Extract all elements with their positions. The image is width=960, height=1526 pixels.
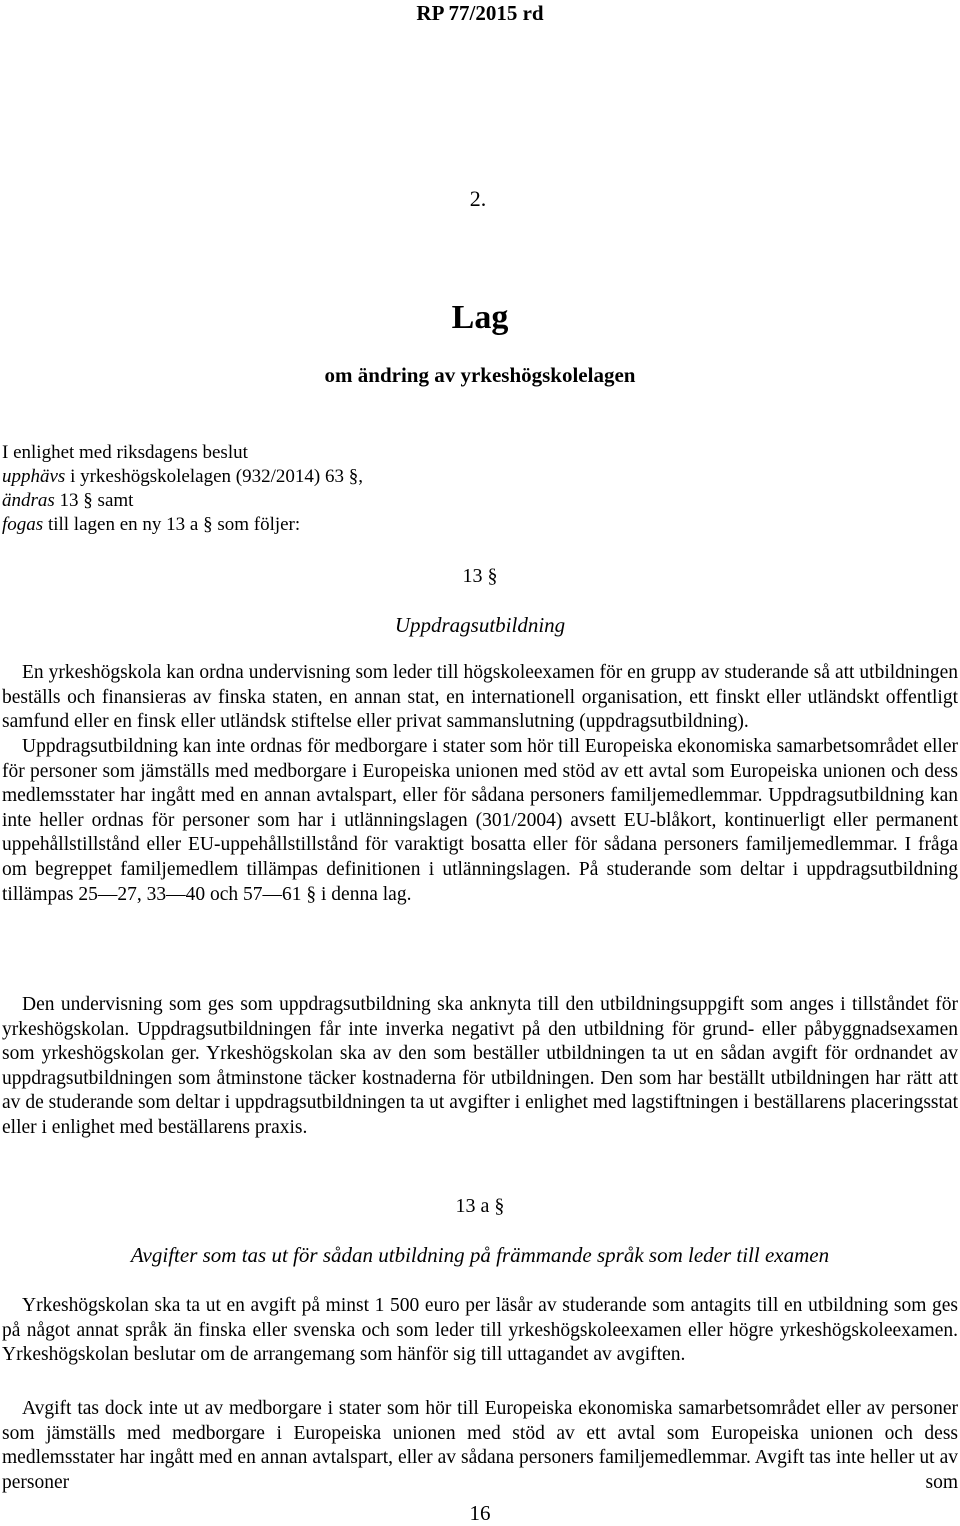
section-13-paragraph-3: Den undervisning som ges som uppdragsutbildning ska anknyta till den utbildningsuppgift som anges i tillståndet för yrkeshögskolan. Uppdragsutbildningen får inte inverka negativt på den utbildning för grund- eller påbyggnadsexamen som yrkeshögskolan ger. Yrkeshögskolan ska av den som beställer utbildningen ta ut en sådan avgift för ordnandet av uppdragsutbildningen som åtminstone täcker kostnaderna för utbildningen. Den som har beställt utbildningen har rätt att av de studerande som deltar i uppdragsutbildningen ta ut avgifter i enlighet med lagstiftningen i beställarens placeringsstat eller i enlighet med beställarens praxis. [2,994,958,1138]
section-number: 2. [469,186,487,211]
enactment-line: I enlighet med riksdagens beslut [2,442,248,463]
section-13a-number: 13 a § [455,1195,505,1217]
document-reference: RP 77/2015 rd [416,1,544,25]
section-13a-heading: Avgifter som tas ut för sådan utbildning på främmande språk som leder till examen [130,1243,830,1267]
law-subtitle: om ändring av yrkeshögskolelagen [324,363,636,387]
enactment-line [2,489,363,513]
enactment-verb: upphävs [2,466,66,487]
enactment-text: till lagen en ny 13 a § som följer: [43,514,301,535]
section-13-number: 13 § [462,565,498,587]
section-13a-paragraph-1: Yrkeshögskolan ska ta ut en avgift på minst 1 500 euro per läsår av studerande som antagits till en utbildning som ges på något annat språk än finska eller svenska och som leder till yrkeshögskoleexamen eller högre yrkeshögskoleexamen. Yrkeshögskolan beslutar om de arrangemang som hänför sig till uttagandet av avgiften. [2,1295,958,1366]
enactment-text: 13 § samt [54,490,134,511]
section-13-paragraph-2: Uppdragsutbildning kan inte ordnas för medborgare i stater som hör till Europeiska ekonomiska samarbetsområdet eller för personer som jämställs med medborgare i Europeiska unionen med stöd av ett avtal som Europeiska unionen och dess medlemsstater har ingått med en annan avtalspart, eller för sådana personers familjemedlemmar. Uppdragsutbildning kan inte heller ordnas för personer som har i utlänningslagen (301/2004) avsett EU-blåkort, kontinuerligt eller permanent uppehållstillstånd eller EU-uppehållstillstånd för varaktigt bosatta eller för sådana personers familjemedlemmar. I fråga om begreppet familjemedlem tillämpas definitionen i utlänningslagen. På studerande som deltar i uppdragsutbildning tillämpas 25—27, 33—40 och 57—61 § i denna lag. [2,736,958,905]
page-number: 16 [469,1501,491,1525]
law-title: Lag [451,299,509,336]
enactment-line [2,465,363,489]
section-13-heading: Uppdragsutbildning [394,613,566,637]
section-13a-paragraph-2: Avgift tas dock inte ut av medborgare i stater som hör till Europeiska ekonomiska samarbetsområdet eller av personer som jämställs med medborgare i Europeiska unionen med stöd av ett avtal som Europeiska unionen och dess medlemsstater har ingått med en annan avtalspart, eller av sådana personers familjemedlemmar. Avgift tas inte heller ut av personer som [2,1398,958,1493]
enactment-verb: ändras [2,490,55,511]
enactment-text: i yrkeshögskolelagen (932/2014) 63 §, [65,466,363,487]
enactment-clause [2,441,363,537]
enactment-line [2,513,363,537]
section-13-paragraph-1: En yrkeshögskola kan ordna undervisning som leder till högskoleexamen för en grupp av studerande så att utbildningen beställs och finansieras av finska staten, en annan stat, en internationell organisation, ett finskt eller utländskt offentligt samfund eller en finsk eller utländsk stiftelse eller privat sammanslutning (uppdragsutbildning). [2,662,958,733]
enactment-verb: fogas [2,514,44,535]
